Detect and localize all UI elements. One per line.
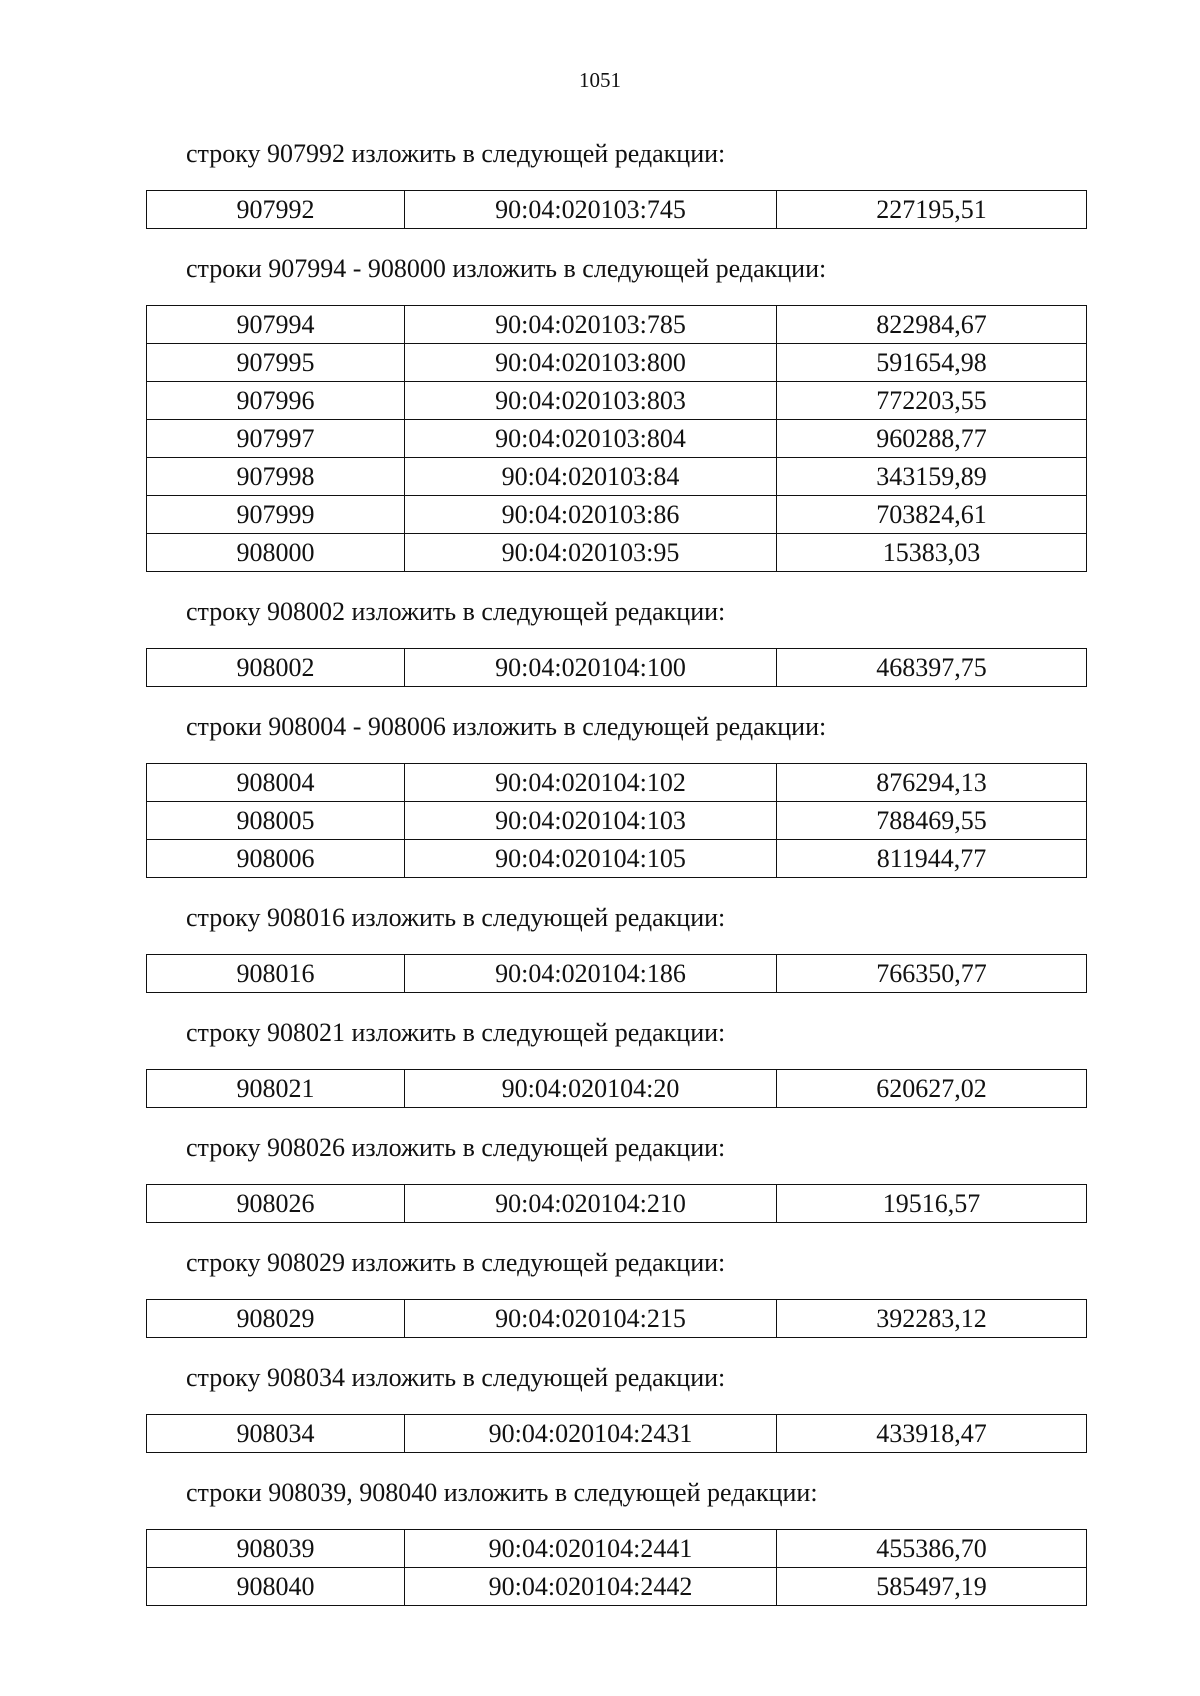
table-row <box>147 534 1087 572</box>
row-number-cell: 907994 <box>147 306 405 344</box>
value-cell: 772203,55 <box>777 382 1087 420</box>
amendment-section <box>146 900 1086 993</box>
value-cell: 19516,57 <box>777 1185 1087 1223</box>
value-cell: 343159,89 <box>777 458 1087 496</box>
table-row <box>147 420 1087 458</box>
amendment-instruction: строки 907994 - 908000 изложить в следующей редакции: <box>186 254 827 283</box>
amendment-table <box>146 1184 1087 1223</box>
row-number-cell: 908040 <box>147 1568 405 1606</box>
value-cell: 455386,70 <box>777 1530 1087 1568</box>
row-number-cell: 908034 <box>147 1415 405 1453</box>
amendment-section <box>146 1130 1086 1223</box>
amendment-table <box>146 763 1087 878</box>
row-number-cell: 908026 <box>147 1185 405 1223</box>
amendment-instruction: строку 908002 изложить в следующей редакции: <box>186 597 726 626</box>
value-cell: 585497,19 <box>777 1568 1087 1606</box>
amendment-instruction: строку 908034 изложить в следующей редакции: <box>186 1363 726 1392</box>
row-number-cell: 907999 <box>147 496 405 534</box>
document-body <box>146 136 1086 1628</box>
row-number-cell: 907995 <box>147 344 405 382</box>
cadastral-number-cell: 90:04:020104:186 <box>405 955 777 993</box>
cadastral-number-cell: 90:04:020103:785 <box>405 306 777 344</box>
cadastral-number-cell: 90:04:020104:103 <box>405 802 777 840</box>
table-row <box>147 382 1087 420</box>
cadastral-number-cell: 90:04:020104:102 <box>405 764 777 802</box>
table-row <box>147 458 1087 496</box>
cadastral-number-cell: 90:04:020104:210 <box>405 1185 777 1223</box>
cadastral-number-cell: 90:04:020104:215 <box>405 1300 777 1338</box>
cadastral-number-cell: 90:04:020103:86 <box>405 496 777 534</box>
row-number-cell: 907998 <box>147 458 405 496</box>
amendment-instruction: строку 908016 изложить в следующей редакции: <box>186 903 726 932</box>
amendment-instruction: строку 908026 изложить в следующей редакции: <box>186 1133 726 1162</box>
cadastral-number-cell: 90:04:020104:20 <box>405 1070 777 1108</box>
row-number-cell: 908002 <box>147 649 405 687</box>
value-cell: 392283,12 <box>777 1300 1087 1338</box>
amendment-section <box>146 1360 1086 1453</box>
row-number-cell: 908039 <box>147 1530 405 1568</box>
cadastral-number-cell: 90:04:020104:105 <box>405 840 777 878</box>
cadastral-number-cell: 90:04:020104:2442 <box>405 1568 777 1606</box>
cadastral-number-cell: 90:04:020103:803 <box>405 382 777 420</box>
row-number-cell: 908016 <box>147 955 405 993</box>
amendment-instruction: строки 908004 - 908006 изложить в следующей редакции: <box>186 712 827 741</box>
row-number-cell: 908004 <box>147 764 405 802</box>
cadastral-number-cell: 90:04:020104:2441 <box>405 1530 777 1568</box>
row-number-cell: 907996 <box>147 382 405 420</box>
row-number-cell: 908021 <box>147 1070 405 1108</box>
row-number-cell: 908006 <box>147 840 405 878</box>
cadastral-number-cell: 90:04:020103:745 <box>405 191 777 229</box>
table-row <box>147 1530 1087 1568</box>
value-cell: 620627,02 <box>777 1070 1087 1108</box>
table-row <box>147 1185 1087 1223</box>
cadastral-number-cell: 90:04:020103:84 <box>405 458 777 496</box>
amendment-table <box>146 954 1087 993</box>
table-row <box>147 955 1087 993</box>
amendment-table <box>146 1414 1087 1453</box>
amendment-table <box>146 1299 1087 1338</box>
amendment-instruction: строку 908021 изложить в следующей редакции: <box>186 1018 726 1047</box>
amendment-table <box>146 190 1087 229</box>
amendment-section <box>146 1475 1086 1606</box>
value-cell: 960288,77 <box>777 420 1087 458</box>
cadastral-number-cell: 90:04:020103:95 <box>405 534 777 572</box>
amendment-table <box>146 648 1087 687</box>
cadastral-number-cell: 90:04:020104:2431 <box>405 1415 777 1453</box>
table-row <box>147 1070 1087 1108</box>
value-cell: 788469,55 <box>777 802 1087 840</box>
table-row <box>147 191 1087 229</box>
value-cell: 591654,98 <box>777 344 1087 382</box>
amendment-section <box>146 136 1086 229</box>
row-number-cell: 908005 <box>147 802 405 840</box>
row-number-cell: 907992 <box>147 191 405 229</box>
amendment-section <box>146 594 1086 687</box>
amendment-section <box>146 1015 1086 1108</box>
cadastral-number-cell: 90:04:020104:100 <box>405 649 777 687</box>
amendment-section <box>146 1245 1086 1338</box>
cadastral-number-cell: 90:04:020103:804 <box>405 420 777 458</box>
table-row <box>147 649 1087 687</box>
value-cell: 811944,77 <box>777 840 1087 878</box>
value-cell: 703824,61 <box>777 496 1087 534</box>
value-cell: 227195,51 <box>777 191 1087 229</box>
table-row <box>147 840 1087 878</box>
amendment-instruction: строки 908039, 908040 изложить в следующей редакции: <box>186 1478 818 1507</box>
value-cell: 822984,67 <box>777 306 1087 344</box>
table-row <box>147 496 1087 534</box>
amendment-table <box>146 1069 1087 1108</box>
value-cell: 468397,75 <box>777 649 1087 687</box>
value-cell: 766350,77 <box>777 955 1087 993</box>
table-row <box>147 344 1087 382</box>
amendment-section <box>146 709 1086 878</box>
cadastral-number-cell: 90:04:020103:800 <box>405 344 777 382</box>
table-row <box>147 802 1087 840</box>
table-row <box>147 306 1087 344</box>
value-cell: 433918,47 <box>777 1415 1087 1453</box>
amendment-table <box>146 1529 1087 1606</box>
amendment-instruction: строку 907992 изложить в следующей редакции: <box>186 139 726 168</box>
row-number-cell: 907997 <box>147 420 405 458</box>
amendment-instruction: строку 908029 изложить в следующей редакции: <box>186 1248 726 1277</box>
row-number-cell: 908000 <box>147 534 405 572</box>
table-row <box>147 1300 1087 1338</box>
value-cell: 15383,03 <box>777 534 1087 572</box>
table-row <box>147 1415 1087 1453</box>
value-cell: 876294,13 <box>777 764 1087 802</box>
table-row <box>147 764 1087 802</box>
table-row <box>147 1568 1087 1606</box>
row-number-cell: 908029 <box>147 1300 405 1338</box>
page-number: 1051 <box>579 68 621 92</box>
amendment-section <box>146 251 1086 572</box>
amendment-table <box>146 305 1087 572</box>
